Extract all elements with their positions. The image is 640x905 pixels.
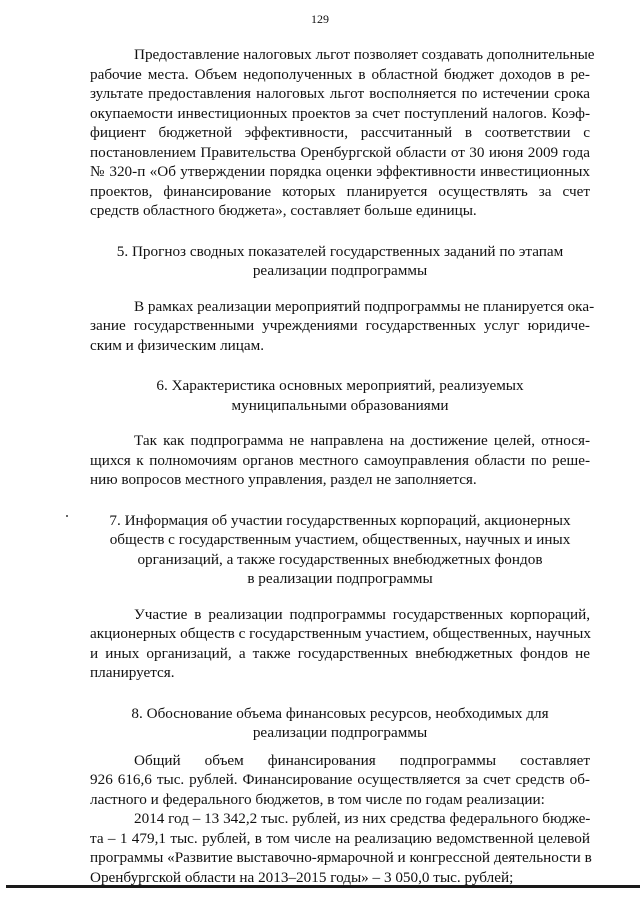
scan-speck — [66, 515, 68, 517]
text-line: ским и физическим лицам. — [90, 336, 265, 354]
text-line: щихся к полномочиям органов местного самоуправления области по реше- — [90, 451, 590, 469]
page-bottom-rule — [6, 885, 640, 888]
text-line: акционерных обществ с государственным участием, общественных, научных — [90, 625, 591, 642]
text-line: планируется. — [90, 664, 175, 681]
text-line: 2014 год – 13 342,2 тыс. рублей, из них средства федерального бюдже- — [134, 810, 591, 827]
heading-line: реализации подпрограммы — [252, 724, 428, 741]
text-line: фициент бюджетной эффективности, рассчитанный в соответствии с — [90, 124, 590, 141]
text-line: зание государственными учреждениями государственных услуг юридиче- — [90, 317, 590, 334]
text-line: № 320-п «Об утверждении порядка оценки эффективности инвестиционных — [90, 163, 590, 180]
text-line: 926 616,6 тыс. рублей. Финансирование осуществляется за счет средств об- — [90, 771, 590, 788]
paragraph-corporations — [90, 605, 590, 683]
text-line: нию вопросов местного управления, раздел не заполняется. — [90, 471, 477, 488]
text-line: зультате предоставления налоговых льгот восполняется по истечении срока — [90, 85, 590, 102]
text-line: постановлением Правительства Оренбургской области от 30 июня 2009 года — [90, 143, 590, 161]
section-heading-5 — [90, 242, 590, 281]
text-line: средств областного бюджета», составляет больше единицы. — [90, 202, 477, 219]
text-line: В рамках реализации мероприятий подпрограммы не планируется ока- — [134, 297, 595, 315]
document-body — [90, 45, 595, 887]
page-number: 129 — [311, 12, 329, 26]
heading-line: реализации подпрограммы — [252, 262, 428, 279]
heading-line: 6. Характеристика основных мероприятий, реализуемых — [156, 377, 524, 394]
text-line: проектов, финансирование которых планируется осуществлять за счет — [90, 182, 590, 200]
text-line: Оренбургской области на 2013–2015 годы» – 3 050,0 тыс. рублей; — [90, 868, 514, 886]
paragraph-funding-2014 — [90, 809, 590, 887]
paragraph-state-tasks — [90, 297, 595, 356]
text-line: та – 1 479,1 тыс. рублей, в том числе на реализацию ведомственной целевой — [90, 829, 590, 847]
paragraph-funding-total — [90, 751, 590, 810]
paragraph-tax-benefits — [90, 45, 595, 221]
text-line: окупаемости инвестиционных проектов за счет поступлений налогов. Коэф- — [90, 104, 590, 122]
heading-line: обществ с государственным участием, общественных, научных и иных — [109, 531, 571, 548]
text-line: Общий объем финансирования подпрограммы составляет — [134, 751, 590, 769]
text-line: программы «Развитие выставочно-ярмарочной и конгрессной деятельности в — [90, 849, 592, 866]
text-line: Так как подпрограмма не направлена на достижение целей, относя- — [134, 432, 590, 449]
text-line: и иных организаций, а также государственных внебюджетных фондов не — [90, 644, 590, 662]
heading-line: 8. Обоснование объема финансовых ресурсов, необходимых для — [131, 704, 549, 722]
heading-line: муниципальными образованиями — [231, 396, 449, 414]
section-heading-7 — [90, 511, 590, 589]
text-line: рабочие места. Объем недополученных в областной бюджет доходов в ре- — [90, 65, 590, 83]
heading-line: 7. Информация об участии государственных корпораций, акционерных — [109, 511, 571, 529]
text-line: Участие в реализации подпрограммы государственных корпораций, — [134, 605, 590, 623]
text-line: Предоставление налоговых льгот позволяет создавать дополнительные — [134, 46, 595, 63]
heading-line: организаций, а также государственных внебюджетных фондов — [137, 550, 543, 568]
text-line: ластного и федерального бюджетов, в том числе по годам реализации: — [90, 790, 545, 808]
paragraph-municipal — [90, 431, 590, 490]
section-heading-8 — [90, 704, 590, 743]
heading-line: в реализации подпрограммы — [247, 570, 433, 587]
heading-line: 5. Прогноз сводных показателей государственных заданий по этапам — [116, 242, 564, 260]
section-heading-6 — [90, 376, 590, 415]
